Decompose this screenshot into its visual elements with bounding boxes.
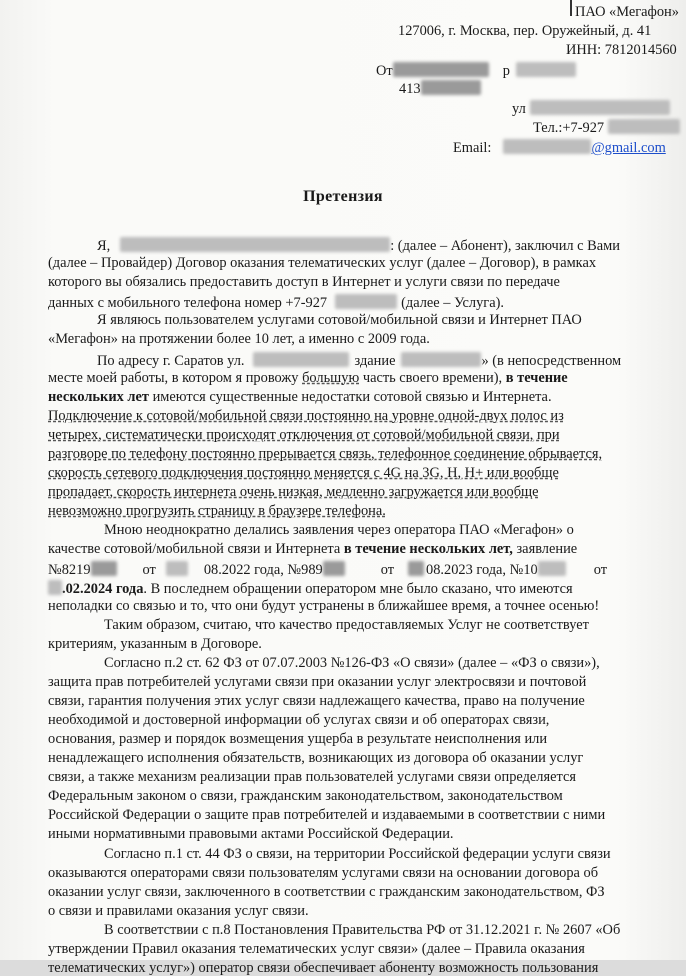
p3-line2: месте моей работы, в котором я провожу большую часть своего времени), в течение	[48, 370, 568, 386]
redacted-postcode	[421, 80, 481, 95]
redacted-date-3	[48, 580, 62, 595]
recipient-inn: ИНН: 7812014560	[566, 42, 677, 58]
p4-line1: Мною неоднократно делались заявления через оператора ПАО «Мегафон» о	[104, 522, 574, 538]
p1-line1: Я, : (далее – Абонент), заключил с Вами	[97, 238, 620, 254]
p6-line5: основания, размер и порядок возмещения ущерба в результате неисполнения или	[48, 731, 548, 747]
recipient-company: ПАО «Мегафон»	[575, 4, 679, 20]
from-suffix: р	[502, 63, 510, 79]
phone-label: Тел.:+7-927	[533, 120, 605, 136]
redacted-street-2	[253, 352, 349, 367]
sender-postcode: 413	[399, 81, 421, 97]
scan-mark	[570, 0, 572, 16]
p6-line3: связи, гарантия получения этих услуг связи надлежащего качества, право на получение	[48, 693, 585, 709]
p6-line8: Федеральным законом о связи, гражданским законодательством, законодательством	[48, 788, 563, 804]
p3-line1: По адресу г. Саратов ул. здание » (в непосредственном	[97, 353, 622, 369]
p3-line4: Подключение к сотовой/мобильной связи постоянно на уровне одной-двух полос из	[48, 408, 564, 424]
p7-line2: оказываются операторами связи пользователям услугами связи на основании договора об	[48, 865, 599, 881]
sender-phone-line	[533, 119, 680, 135]
p3-line5: четырех, систематически происходят отключения от сотовой/мобильной связи, при	[48, 427, 560, 443]
p7-line4: о связи и правилами оказания услуг связи.	[48, 903, 309, 919]
redacted-claim-3	[538, 561, 566, 576]
p3-line7: скорость сетевого подключения постоянно меняется с 4G на 3G, H, H+ или вообще	[48, 465, 559, 481]
redacted-building	[401, 352, 481, 367]
p6-line7: связи, а также механизм реализации прав пользователей услугами связи определяется	[48, 769, 576, 785]
redacted-claim-1	[91, 561, 117, 576]
p4-line4: .02.2024 года. В последнем обращении оператором мне было сказано, что имеются	[48, 580, 573, 596]
sender-address-line	[399, 80, 481, 96]
document-title: Претензия	[303, 188, 383, 205]
redacted-phone	[608, 119, 680, 134]
p6-line4: необходимой и достоверной информации об услугах связи и об операторах связи,	[48, 712, 550, 728]
email-label: Email:	[453, 140, 492, 156]
p1-line2: (далее – Провайдер) Договор оказания телематических услуг (далее – Договор), в рамках	[48, 255, 597, 271]
p4-line3: №8219 от 08.2022 года, №989 от 08.2023 года, №10 от	[48, 562, 608, 578]
p3-line6: разговоре по телефону постоянно прерывается связь, телефонное соединение обрывается,	[48, 446, 603, 462]
p4-line5: неполадки со связью и то, что они будут устранены в ближайшее время, а точнее осенью!	[48, 598, 600, 614]
p6-line1: Согласно п.2 ст. 62 ФЗ от 07.07.2003 №126-ФЗ «О связи» (далее – «ФЗ о связи»),	[104, 655, 600, 671]
p2-line1: Я являюсь пользователем услугами сотовой/мобильной связи и Интернет ПАО	[97, 312, 582, 328]
sender-name-line	[376, 62, 576, 78]
p1-line4: данных с мобильного телефона номер +7-927 (далее – Услуга).	[48, 295, 504, 311]
email-domain[interactable]: @gmail.com	[591, 140, 666, 156]
redacted-street	[530, 100, 670, 115]
p8-line2: утверждении Правил оказания телематических услуг связи» (далее – Правила оказания	[48, 941, 585, 957]
sender-email-line	[453, 139, 666, 155]
redacted-date-1	[166, 561, 188, 576]
p3-line3: нескольких лет имеются существенные недостатки сотовой связью и Интернета.	[48, 389, 552, 405]
redacted-phone-number	[335, 294, 397, 309]
recipient-address: 127006, г. Москва, пер. Оружейный, д. 41	[398, 23, 652, 39]
p6-line6: ненадлежащего исполнения обязательств, возникающих из договора об оказании услуг	[48, 750, 584, 766]
p4-line2: качестве сотовой/мобильной связи и Интернета в течение нескольких лет, заявление	[48, 541, 578, 557]
p6-line9: Российской Федерации о защите прав потребителей и издаваемыми в соответствии с ними	[48, 807, 606, 823]
redacted-sender-surname	[516, 62, 576, 77]
p2-line2: «Мегафон» на протяжении более 10 лет, а именно с 2009 года.	[48, 331, 430, 347]
p3-line8: пропадает, скорость интернета очень низкая, медленно загружается или вообще	[48, 484, 539, 500]
street-label: ул	[512, 101, 526, 117]
p7-line1: Согласно п.1 ст. 44 ФЗ о связи, на территории Российской федерации услуги связи	[104, 846, 611, 862]
p5-line2: критериям, указанным в Договоре.	[48, 636, 262, 652]
redacted-email-user	[503, 139, 591, 154]
p1-line3: которого вы обязались предоставить доступ в Интернет и услуги связи по передаче	[48, 274, 560, 290]
from-label: От	[376, 63, 393, 79]
p8-line3: телематических услуг») оператор связи обеспечивает абоненту возможность пользования	[48, 960, 599, 976]
redacted-date-2	[408, 561, 424, 576]
redacted-sender-name	[393, 62, 489, 77]
p6-line10: иными нормативными правовыми актами Российской Федерации.	[48, 826, 454, 842]
sender-street-line	[512, 100, 670, 116]
p6-line2: защита прав потребителей услугами связи при оказании услуг электросвязи и почтовой	[48, 674, 587, 690]
p3-line9: невозможно прогрузить страницу в браузере телефона.	[48, 503, 386, 519]
p8-line1: В соответствии с п.8 Постановления Правительства РФ от 31.12.2021 г. № 2607 «Об	[104, 922, 621, 938]
redacted-claim-2	[323, 561, 345, 576]
redacted-full-name	[120, 237, 390, 252]
p7-line3: оказании услуг связи, заключенного в соответствии с гражданским законодательством, ФЗ	[48, 884, 605, 900]
p5-line1: Таким образом, считаю, что качество предоставляемых Услуг не соответствует	[104, 617, 589, 633]
